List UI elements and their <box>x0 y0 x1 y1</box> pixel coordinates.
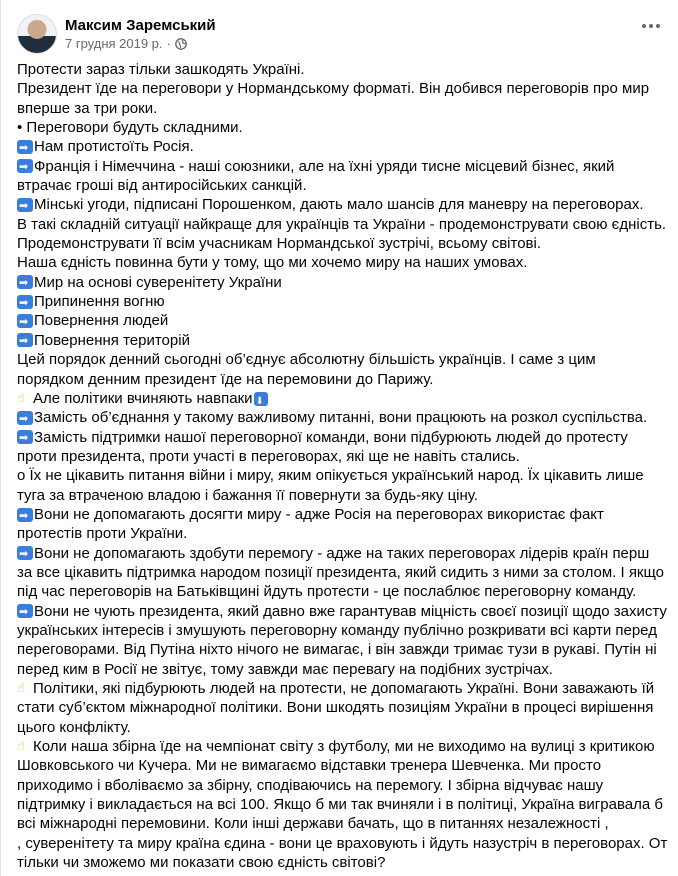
post-text-line <box>17 602 665 621</box>
post-text-line-content: о Їх не цікавить питання війни і миру, яким опікується український народ. Їх цікавить лише <box>17 467 644 485</box>
post-text-line <box>17 60 665 79</box>
post-text-line-content: Вони не допомагають досягти миру - адже Росія на переговорах використає факт <box>34 505 604 523</box>
post-text-line-content: протестів проти України. <box>17 525 188 543</box>
post-text-line-content: Повернення людей <box>34 312 169 330</box>
post-text-line-content: Повернення територій <box>34 331 190 349</box>
post-text-line-content: Протести зараз тільки зашкодять Україні. <box>17 61 305 78</box>
author-avatar[interactable] <box>17 14 57 54</box>
post-text-line-content: підтримку і викладається на всі 100. Якщо б ми так вчиняли і в політиці, Україна вигравала б <box>17 796 663 814</box>
more-options-icon[interactable] <box>642 24 660 28</box>
post-text-line <box>17 756 665 775</box>
right-arrow-icon <box>17 411 33 425</box>
post-text-line-content: Але політики вчиняють навпаки <box>33 389 253 407</box>
right-arrow-icon <box>17 140 33 154</box>
post-text-line-content: цього конфлікту. <box>17 718 131 736</box>
right-arrow-icon <box>17 508 33 522</box>
post-text-line <box>17 621 665 640</box>
post-text-line <box>17 292 665 311</box>
down-arrow-icon <box>254 392 268 406</box>
post-text-line-content: В такі складній ситуації найкраще для українців та України - продемонструвати свою єдність. <box>17 215 667 233</box>
post-text-line <box>17 389 665 408</box>
post-text <box>17 60 668 872</box>
post-text-line <box>17 234 665 253</box>
post-text-line <box>17 563 665 582</box>
post-text-line-content: Цей порядок денний сьогодні об’єднує абсолютну більшість українців. І саме з цим <box>17 351 596 369</box>
post-text-line <box>17 737 665 756</box>
post-text-line <box>17 137 665 156</box>
post-text-line <box>17 79 665 98</box>
post-text-line <box>17 331 665 350</box>
post-text-line <box>17 370 665 389</box>
post-text-line-content: Мир на основі суверенітету України <box>34 273 282 291</box>
post-text-line-content: втрачає гроші від антиросійських санкцій. <box>17 177 307 195</box>
post-text-line <box>17 814 665 833</box>
post-text-line <box>17 157 665 176</box>
post-text-line <box>17 524 665 543</box>
post-text-line-content: Наша єдність повинна бути у тому, що ми хочемо миру на наших умовах. <box>17 254 528 272</box>
post-header <box>17 12 216 56</box>
globe-icon <box>175 38 187 50</box>
post-text-line-content: тільки чи зможемо ми показати свою єдність світові? <box>17 854 386 872</box>
post-text-line-content: Замість об’єднання у такому важливому питанні, вони працюють на розкол суспільства. <box>34 409 648 427</box>
post-text-line <box>17 698 665 717</box>
post-text-line-content: • Переговори будуть складними. <box>17 119 243 137</box>
right-arrow-icon <box>17 333 33 347</box>
post-text-line <box>17 582 665 601</box>
post-text-line-content: Президент їде на переговори у Нормандському форматі. Він добився переговорів про мир <box>17 80 650 98</box>
post-subline <box>65 35 216 52</box>
post-text-line-content: переговорами. Від Путіна ніхто нічого не вимагає, і він завжди тримає тузи в рукаві. Путін ні <box>17 641 657 659</box>
post-text-line <box>17 776 665 795</box>
post-text-line <box>17 679 665 698</box>
post-text-line <box>17 215 665 234</box>
post-text-line <box>17 660 665 679</box>
post-text-line <box>17 544 665 563</box>
pointing-hand-icon: ☝ <box>17 390 25 406</box>
post-text-line <box>17 408 665 427</box>
post-text-line-content: українських інтересів і змушують переговорну команду публічно розкривати всі карти перед <box>17 621 657 639</box>
post-text-line <box>17 466 665 485</box>
post-text-line-content: , суверенітету та миру країна єдина - вони це враховують і йдуть назустріч в переговорах. От <box>17 834 668 852</box>
post-text-line <box>17 795 665 814</box>
right-arrow-icon <box>17 198 33 212</box>
post-text-line-content: Нам протистоїть Росія. <box>34 138 194 156</box>
post-text-line-content: за все цікавить підтримка народом позиції президента, який сидить з ними за столом. І якщо <box>17 563 665 581</box>
post-meta <box>65 16 216 52</box>
post-text-line-content: стати суб’єктом міжнародної політики. Вони шкодять позиціям України в процесі вирішення <box>17 699 654 717</box>
right-arrow-icon <box>17 159 33 173</box>
post-text-line-content: Продемонструвати її всім учасникам Нормандської зустрічі, всьому світові. <box>17 235 542 253</box>
pointing-hand-icon: ☝ <box>17 681 25 696</box>
post-text-line <box>17 640 665 659</box>
post-text-line-content: Вони не чують президента, який давно вже гарантував міцність своєї позиції щодо захисту <box>34 602 667 620</box>
post-text-line-content: Шовковського чи Кучера. Ми не вимагаємо відставки тренера Шевченка. Ми просто <box>17 757 602 775</box>
post-text-line <box>17 99 665 118</box>
post-text-line-content: проти президента, проти участі в переговорах, які ще не навіть стались. <box>17 447 520 465</box>
right-arrow-icon <box>17 604 33 618</box>
post-date[interactable]: 7 грудня 2019 р. <box>65 36 163 51</box>
post-text-line <box>17 176 665 195</box>
post-text-line <box>17 428 665 447</box>
post-text-line <box>17 118 665 137</box>
post-text-line <box>17 486 665 505</box>
author-name[interactable]: Максим Заремський <box>65 17 216 34</box>
post-text-line-content: Політики, які підбурюють людей на протести, не допомагають Україні. Вони заважають їй <box>33 680 655 697</box>
post-text-line <box>17 311 665 330</box>
post-text-line <box>17 350 665 369</box>
post-text-line-content: Франція і Німеччина - наші союзники, але на їхні уряди тисне місцевий бізнес, який <box>34 157 615 175</box>
post-text-line <box>17 273 665 292</box>
post-text-line <box>17 253 665 272</box>
post-text-line <box>17 834 668 853</box>
post-text-line <box>17 505 665 524</box>
post-text-line <box>17 853 665 872</box>
date-separator: · <box>166 36 171 51</box>
post-text-line <box>17 718 665 737</box>
post-text-line-content: приходимо і вболіваємо за збірну, сподіваючись на перемогу. І збірна відчуває нашу <box>17 776 604 794</box>
right-arrow-icon <box>17 314 33 328</box>
right-arrow-icon <box>17 546 33 560</box>
post-text-line-content: під час переговорів на Батьківщині йдуть протести - це послаблює переговорну команду. <box>17 583 637 601</box>
post-text-line-content: Замість підтримки нашої переговорної команди, вони підбурюють людей до протесту <box>34 428 628 446</box>
post-text-line-content: порядком денним президент їде на перемовини до Парижу. <box>17 370 434 388</box>
post-text-line-content: Припинення вогню <box>34 293 165 311</box>
pointing-hand-icon: ☝ <box>17 739 25 755</box>
post-text-line-content: перед ким в Росії не звітує, тому завжди має перевагу на подібних зустрічах. <box>17 660 553 678</box>
post-text-line-content: Коли наша збірна їде на чемпіонат світу з футболу, ми не виходимо на вулиці з критикою <box>33 738 655 756</box>
post-text-line-content: Вони не допомагають здобути перемогу - адже на таких переговорах лідерів країн перш <box>34 544 650 562</box>
right-arrow-icon <box>17 295 33 309</box>
right-arrow-icon <box>17 430 33 444</box>
post-text-line <box>17 447 665 466</box>
post-text-line-content: вперше за три роки. <box>17 99 158 117</box>
post-text-line-content: всі міжнародні перемовини. Коли інші держави бачать, що в питаннях незалежності , <box>17 815 609 833</box>
post-text-line <box>17 195 665 214</box>
right-arrow-icon <box>17 275 33 289</box>
post-text-line-content: Мінські угоди, підписані Порошенком, дають мало шансів для маневру на переговорах. <box>34 196 644 214</box>
post-text-line-content: туга за втраченою владою і бажання її повернути за будь-яку ціну. <box>17 486 478 504</box>
